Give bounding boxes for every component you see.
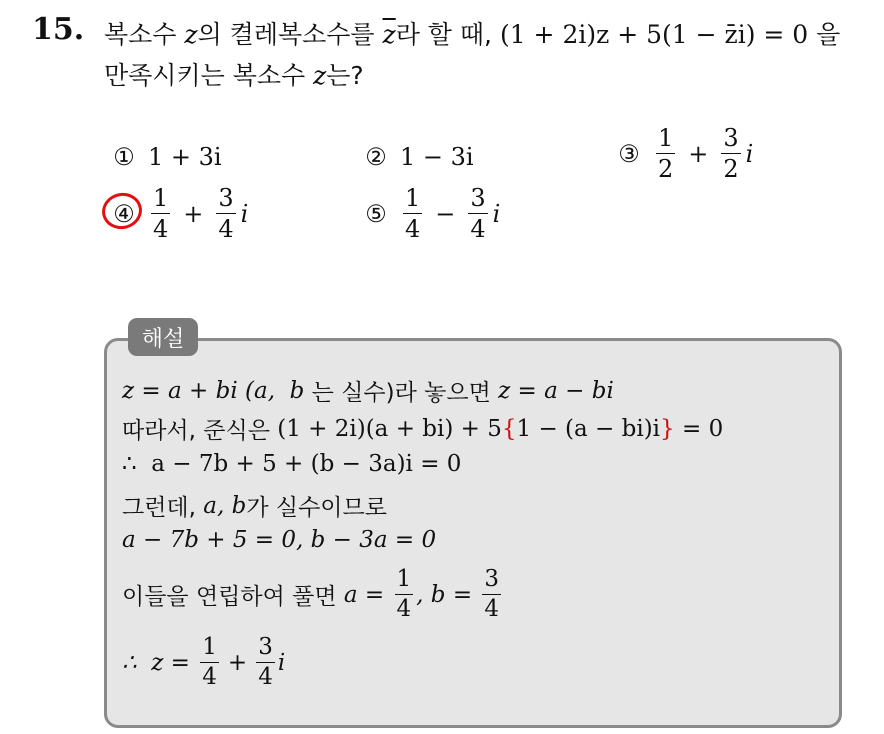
- choice-5[interactable]: [362, 186, 500, 241]
- question-text-d: 을: [808, 20, 841, 49]
- choice-4-frac1: [151, 186, 170, 241]
- choice-3-den2: 2: [723, 155, 739, 183]
- sol-l4-ko1: 그런데,: [122, 495, 204, 521]
- choice-1[interactable]: [110, 143, 222, 171]
- choice-5-number: ⑤: [365, 199, 387, 228]
- sol-l2-lbrace: {: [501, 415, 517, 442]
- choice-4-number: ④: [113, 199, 135, 228]
- choice-3-number: ③: [618, 139, 640, 168]
- choice-2[interactable]: [362, 143, 474, 171]
- sol-l2-math: (1 + 2i)(a + bi) + 5: [277, 415, 502, 442]
- question-zbar: $\overline{z}$: [382, 20, 396, 49]
- choice-1-expr: 1 + 3i: [148, 143, 222, 171]
- choice-4-op: +: [183, 199, 204, 228]
- choice-3-num2: 3: [723, 124, 739, 152]
- sol-l2-end: = 0: [674, 415, 724, 442]
- sol-l7-den2: 4: [258, 664, 273, 690]
- question-text-a: 복소수: [104, 20, 185, 49]
- sol-l6-num2: 3: [482, 568, 501, 595]
- choice-5-den2: 4: [470, 215, 486, 243]
- sol-l1-ko: 는 실수)라 놓으면: [311, 380, 499, 406]
- sol-l7-frac2: [256, 636, 275, 689]
- sol-l7-den1: 4: [202, 664, 217, 690]
- choice-5-frac2: [468, 186, 487, 241]
- sol-l6-num1: 1: [395, 568, 414, 595]
- choice-4-den2: 4: [218, 215, 234, 243]
- solution-line-6: [122, 568, 504, 621]
- choice-5-tail: i: [492, 199, 501, 228]
- sol-l1-math: z = a + bi (a, b: [122, 377, 312, 404]
- choice-5-den1: 4: [405, 215, 421, 243]
- sol-l4-ko2: 가 실수이므로: [246, 495, 387, 521]
- sol-l6-ko: 이들을 연립하여 풀면: [122, 584, 344, 610]
- choice-5-frac1: [403, 186, 422, 241]
- question-line2-a: 만족시키는 복소수: [104, 61, 314, 90]
- sol-l2-inner: 1 − (a − bi)i: [516, 415, 661, 442]
- sol-l6-frac2: [482, 568, 501, 621]
- choice-4-den1: 4: [153, 215, 169, 243]
- choice-4-num1: 1: [153, 184, 169, 212]
- question-text: [104, 14, 874, 96]
- choice-3-num1: 1: [658, 124, 674, 152]
- solution-line-7: [122, 636, 285, 689]
- sol-l6-b: , b =: [416, 581, 480, 608]
- solution-line-5: [122, 527, 436, 553]
- sol-l2-ko: 따라서, 준식은: [122, 418, 278, 444]
- question-equation: (1 + 2i)z + 5(1 − z̄i) = 0: [499, 20, 809, 49]
- choice-1-number: ①: [113, 143, 135, 171]
- choice-5-num2: 3: [470, 184, 486, 212]
- sol-l7-op: +: [227, 649, 248, 676]
- choice-4-frac2: [216, 186, 235, 241]
- question-text-c: 라 할 때,: [395, 20, 500, 49]
- sol-l2-rbrace: }: [660, 415, 675, 442]
- choice-2-number: ②: [365, 143, 387, 171]
- solution-line-4: [122, 489, 387, 522]
- choice-5-op: −: [435, 199, 456, 228]
- choice-5-num1: 1: [405, 184, 421, 212]
- sol-l5: a − 7b + 5 = 0, b − 3a = 0: [122, 527, 437, 553]
- choice-3-op: +: [688, 139, 709, 168]
- choice-4-tail: i: [240, 199, 249, 228]
- sol-l6-den1: 4: [396, 596, 412, 622]
- solution-line-1: [122, 374, 614, 407]
- question-var-z: z: [184, 20, 198, 49]
- sol-l6-den2: 4: [484, 596, 500, 622]
- question-number: 15.: [32, 12, 85, 47]
- sol-l3: ∴ a − 7b + 5 + (b − 3a)i = 0: [122, 451, 462, 477]
- sol-l7-tail: i: [277, 649, 286, 676]
- choice-3-den1: 2: [658, 155, 674, 183]
- choice-3-frac2: [721, 126, 740, 181]
- solution-line-2: [122, 412, 723, 445]
- sol-l7-num2: 3: [256, 636, 275, 663]
- sol-l7-a: ∴ z =: [122, 649, 198, 676]
- sol-l4-math: a, b: [203, 492, 247, 519]
- choice-4-num2: 3: [218, 184, 234, 212]
- choice-2-expr: 1 − 3i: [400, 143, 474, 171]
- sol-l6-a: a =: [343, 581, 392, 608]
- question-line2-b: 는?: [326, 61, 364, 90]
- question-line2-var: z: [313, 61, 327, 90]
- choice-3[interactable]: [615, 126, 753, 181]
- sol-l6-frac1: [395, 568, 414, 621]
- sol-l7-num1: 1: [200, 636, 219, 663]
- choice-3-frac1: [656, 126, 675, 181]
- sol-l7-frac1: [200, 636, 219, 689]
- sol-l1-tail: z = a − bi: [498, 377, 614, 404]
- solution-line-3: [122, 451, 461, 477]
- question-text-b: 의 켤레복소수를: [197, 20, 383, 49]
- solution-tag: 해설: [128, 318, 198, 356]
- choice-3-tail: i: [745, 139, 754, 168]
